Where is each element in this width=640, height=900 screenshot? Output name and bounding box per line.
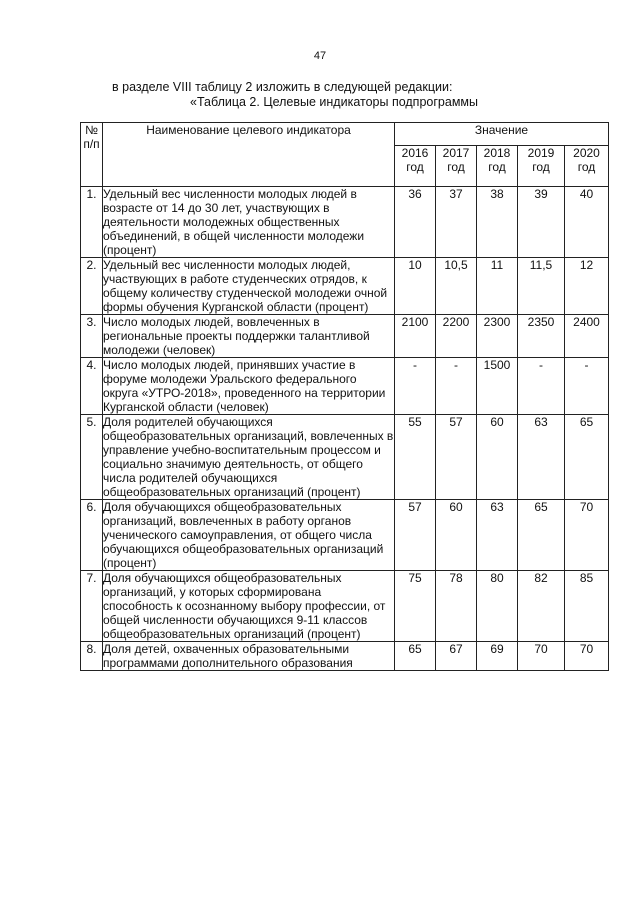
value-cell: 60 [436, 500, 477, 571]
value-cell: - [518, 358, 565, 415]
table-row [81, 358, 609, 415]
value-cell: 80 [477, 571, 518, 642]
value-cell: 60 [477, 415, 518, 500]
indicator-name: Число молодых людей, вовлеченных в региональные проекты поддержки талантливой молодежи (человек) [103, 315, 395, 358]
table-caption: «Таблица 2. Целевые индикаторы подпрограммы [190, 95, 478, 109]
column-header-year [518, 146, 565, 187]
column-header-year [565, 146, 609, 187]
year-unit: год [577, 160, 596, 174]
row-number: 3. [81, 315, 103, 358]
year-unit: год [488, 160, 506, 174]
value-cell: 55 [395, 415, 436, 500]
value-cell: 69 [477, 642, 518, 671]
row-number: 8. [81, 642, 103, 671]
value-cell: 2300 [477, 315, 518, 358]
column-header-value: Значение [395, 123, 609, 146]
table-row [81, 642, 609, 671]
column-header-number-line2: п/п [83, 137, 100, 151]
year-label: 2018 [483, 146, 511, 160]
column-header-year [477, 146, 518, 187]
year-unit: год [532, 160, 550, 174]
value-cell: 78 [436, 571, 477, 642]
header-row-top [81, 123, 609, 146]
value-cell: 57 [436, 415, 477, 500]
value-cell: 63 [477, 500, 518, 571]
value-cell: 36 [395, 187, 436, 258]
indicator-name: Удельный вес численности молодых людей, участвующих в работе студенческих отрядов, к общему количеству студенческой молодежи очной формы обучения Курганской области (процент) [103, 258, 395, 315]
value-cell: 70 [565, 500, 609, 571]
value-cell: 10,5 [436, 258, 477, 315]
year-label: 2016 [401, 146, 429, 160]
value-cell: 63 [518, 415, 565, 500]
value-cell: 75 [395, 571, 436, 642]
table-row [81, 187, 609, 258]
year-unit: год [406, 160, 424, 174]
table-row [81, 571, 609, 642]
value-cell: 2100 [395, 315, 436, 358]
indicator-name: Доля обучающихся общеобразовательных организаций, вовлеченных в работу органов ученического самоуправления, от общего числа обучающихся общеобразовательных организаций (процент) [103, 500, 395, 571]
row-number: 4. [81, 358, 103, 415]
value-cell: 10 [395, 258, 436, 315]
value-cell: 11,5 [518, 258, 565, 315]
table-row [81, 500, 609, 571]
value-cell: 38 [477, 187, 518, 258]
value-cell: 40 [565, 187, 609, 258]
value-cell: 65 [565, 415, 609, 500]
value-cell: 39 [518, 187, 565, 258]
value-cell: 65 [395, 642, 436, 671]
value-cell: 2200 [436, 315, 477, 358]
year-label: 2020 [573, 146, 600, 160]
value-cell: 2350 [518, 315, 565, 358]
table-row [81, 415, 609, 500]
indicator-name: Число молодых людей, принявших участие в форуме молодежи Уральского федерального округа «УТРО-2018», проведенного на территории Курганской области (человек) [103, 358, 395, 415]
year-label: 2017 [442, 146, 470, 160]
intro-text: в разделе VIII таблицу 2 изложить в следующей редакции: [112, 80, 453, 94]
indicator-name: Доля родителей обучающихся общеобразовательных организаций, вовлеченных в управление учебно-воспитательным процессом и социально значимую деятельность, от общего числа родителей обучающихся общеобразовательных организаций (процент) [103, 415, 394, 499]
column-header-year [436, 146, 477, 187]
value-cell: 70 [565, 642, 609, 671]
value-cell: 85 [565, 571, 609, 642]
value-cell: 82 [518, 571, 565, 642]
table-row [81, 258, 609, 315]
value-cell: 70 [518, 642, 565, 671]
value-cell: - [565, 358, 609, 415]
column-header-number-line1: № [85, 123, 98, 137]
column-header-name: Наименование целевого индикатора [103, 123, 395, 187]
value-cell: 1500 [477, 358, 518, 415]
value-cell: 2400 [565, 315, 609, 358]
year-label: 2019 [527, 146, 555, 160]
value-cell: 11 [477, 258, 518, 315]
value-cell: 57 [395, 500, 436, 571]
value-cell: 67 [436, 642, 477, 671]
value-cell: - [395, 358, 436, 415]
page-number: 47 [313, 50, 327, 62]
value-cell: 37 [436, 187, 477, 258]
indicator-name: Удельный вес численности молодых людей в возрасте от 14 до 30 лет, участвующих в деятельности молодежных общественных объединений, в общей численности молодежи (процент) [103, 187, 395, 258]
value-cell: 12 [565, 258, 609, 315]
year-unit: год [447, 160, 465, 174]
indicator-name: Доля детей, охваченных образовательными программами дополнительного образования [103, 642, 395, 671]
table-row [81, 315, 609, 358]
row-number: 5. [81, 415, 103, 500]
value-cell: - [436, 358, 477, 415]
row-number: 1. [81, 187, 103, 258]
column-header-year [395, 146, 436, 187]
row-number: 6. [81, 500, 103, 571]
row-number: 7. [81, 571, 103, 642]
row-number: 2. [81, 258, 103, 315]
column-header-number [81, 123, 103, 187]
indicator-name: Доля обучающихся общеобразовательных организаций, у которых сформирована способность к осознанному выбору профессии, от общей численности обучающихся 9-11 классов общеобразовательных организаций (процент) [103, 571, 395, 642]
indicators-table [80, 122, 609, 671]
value-cell: 65 [518, 500, 565, 571]
